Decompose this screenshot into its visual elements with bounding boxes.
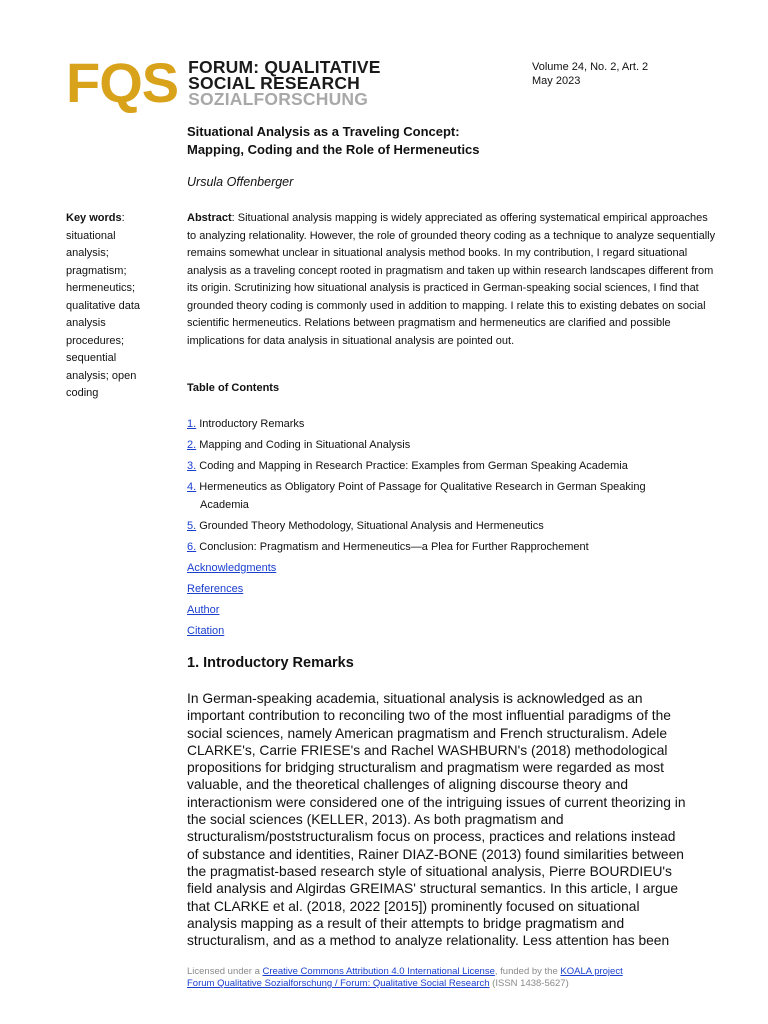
toc-item [187,479,707,514]
toc-item [187,458,707,476]
keyword-line: procedures; [66,334,125,347]
keyword-line: coding [66,387,99,399]
keyword-line: hermeneutics; [66,282,136,294]
body-line: propositions for bridging structuralism and pragmatism were regarded as most [187,760,664,776]
toc-link-author[interactable]: Author [187,603,220,616]
toc-item-number-link[interactable]: 6. [187,540,197,553]
section-body [187,690,707,949]
license-link[interactable]: Creative Commons Attribution 4.0 International License [262,966,495,977]
footer-line-1 [187,966,623,978]
keyword-line: situational [66,229,116,242]
toc-item-text: Hermeneutics as Obligatory Point of Passage for Qualitative Research in German Speaking [199,481,646,493]
toc-item [187,437,707,455]
body-line: important contribution to reconciling two of the most influential paradigms of the [187,708,671,724]
body-line: that CLARKE et al. (2018, 2022 [2015]) prominently focused on situational [187,898,640,914]
section-heading: 1. Introductory Remarks [187,655,354,671]
body-line: structuralism/poststructuralism focus on process, practices and relations instead [187,829,676,845]
article-title [187,123,480,159]
body-line: structuralism, and as a method to analyze relationality. Less attention has been [187,933,670,949]
body-line: valuable, and the theoretical challenges of aligning discourse theory and [187,777,629,793]
footer-line-2 [187,978,623,990]
keywords-column [66,210,166,403]
toc-item-number-link[interactable]: 2. [187,439,197,451]
issue-info [532,61,648,88]
logo-line-1: FORUM: QUALITATIVE [188,57,381,77]
keywords-label: Key words [66,212,122,224]
toc-item-text-continued: Academia [200,498,249,511]
keywords-heading [66,210,166,228]
toc-link-citation[interactable]: Citation [187,624,225,637]
keyword-line: analysis; open [66,369,137,382]
footer-issn: (ISSN 1438-5627) [489,978,569,989]
abstract-text: : Situational analysis mapping is widely appreciated as offering systematical empirical approaches to analyzing relationality. However, the role of grounded theory coding as a technique to analyze sequentially remains somewhat unclear in situational analysis method books. In my contribution, I regard situational analysis as a traveling concept rooted in pragmatism and taken up within research landscapes different from its origin. Scrutinizing how situational analysis is practiced in German-speaking social sciences, I find that grounded theory coding is commonly used in addition to mapping. I relate this to existing debates on social scientific hermeneutics. Relations between pragmatism and hermeneutics are clarified and possible implications for data analysis in situational analysis are pointed out. [187,212,716,347]
keyword-line: sequential [66,352,117,364]
toc-item-text: Grounded Theory Methodology, Situational Analysis and Hermeneutics [199,519,544,532]
logo-wordmark [188,59,381,107]
toc-item-number-link[interactable]: 1. [187,418,197,430]
body-line: analysis mapping as a result of their attempts to bridge pragmatism and [187,915,625,931]
article-author: Ursula Offenberger [187,175,294,189]
body-line: In German-speaking academia, situational analysis is acknowledged as an [187,691,643,706]
keyword-line: analysis [66,317,106,329]
title-line-2: Mapping, Coding and the Role of Hermeneutics [187,142,480,157]
body-line: the pragmatist-based research style of situational analysis, Pierre BOURDIEU's [187,863,672,879]
issue-volume: Volume 24, No. 2, Art. 2 [532,61,649,73]
toc-item-number-link[interactable]: 3. [187,460,197,472]
body-line: field analysis and Algirdas GREIMAS' structural semantics. In this article, I argue [187,881,679,897]
body-line: CLARKE's, Carrie FRIESE's and Rachel WASHBURN's (2018) methodological [187,742,668,758]
toc-link-references[interactable]: References [187,582,244,595]
toc-item-text: Mapping and Coding in Situational Analysis [199,439,411,451]
keyword-line: analysis; [66,247,109,259]
toc-item [187,416,707,434]
logo-acronym: FQS [66,51,179,114]
body-line: the social sciences (KELLER, 2013). As both pragmatism and [187,812,564,828]
toc-item-text: Conclusion: Pragmatism and Hermeneutics—a Plea for Further Rapprochement [199,540,589,553]
toc-item-number-link[interactable]: 4. [187,481,197,493]
logo-line-2: SOCIAL RESEARCH [188,73,360,93]
abstract-label: Abstract [187,212,232,224]
keywords-colon: : [121,212,125,224]
abstract [187,210,717,350]
table-of-contents [187,416,707,644]
issue-date: May 2023 [532,74,581,87]
keyword-line: pragmatism; [66,264,127,277]
body-line: of substance and identities, Rainer DIAZ-BONE (2013) found similarities between [187,846,684,862]
logo-line-3: SOZIALFORSCHUNG [188,89,369,109]
journal-link[interactable]: Forum Qualitative Sozialforschung / Forum: Qualitative Social Research [187,978,490,989]
koala-project-link[interactable]: KOALA project [560,966,623,977]
body-line: social sciences, namely American pragmatism and French structuralism. Adele [187,725,668,741]
toc-item [187,539,707,557]
keyword-line: qualitative data [66,299,140,312]
toc-link-acknowledgments[interactable]: Acknowledgments [187,561,277,574]
body-line: interactionism were considered one of the intriguing issues of current theorizing in [187,794,686,810]
journal-logo [66,51,381,114]
title-line-1: Situational Analysis as a Traveling Concept: [187,124,460,139]
toc-item-text: Coding and Mapping in Research Practice: Examples from German Speaking Academia [199,460,628,472]
page-footer [187,966,623,990]
toc-heading: Table of Contents [187,382,280,394]
footer-licensed-text: Licensed under a [187,966,263,977]
toc-item-text: Introductory Remarks [199,418,305,430]
toc-item-number-link[interactable]: 5. [187,519,197,532]
footer-funded-text: , funded by the [494,966,561,977]
toc-item [187,518,707,536]
